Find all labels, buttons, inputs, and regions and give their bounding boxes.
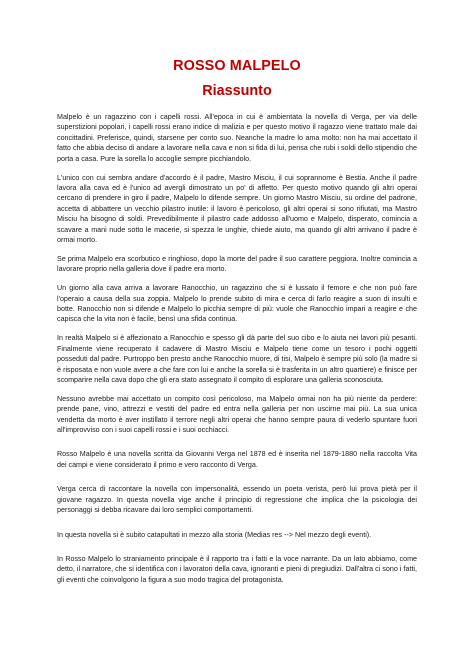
paragraph: Malpelo è un ragazzino con i capelli rossi. All'epoca in cui è ambientata la novella di Verga, per via delle superstizioni popolari, i capelli rossi erano indice di malizia e per questo motivo il ragazzo viene trattato male dai concittadini. Preferisce, quindi, starsene per conto suo. Neanche la madre lo ama molto: non ha mai accettato il fatto che abbia deciso di andare a lavorare nella cava e non si fida di lui, pensa che rubi i soldi dello stipendio che porta a casa. Pure la sorella lo accoglie sempre picchiandolo. bbox=[57, 113, 417, 163]
paragraph: Se prima Malpelo era scorbutico e ringhioso, dopo la morte del padre il suo carattere peggiora. Inoltre comincia a lavorare proprio nella galleria dove il padre era morto. bbox=[57, 254, 417, 274]
paragraph: L'unico con cui sembra andare d'accordo è il padre, Mastro Misciu, il cui soprannome è Bestia. Anche il padre lavora alla cava ed è l'unico ad avergli dimostrato un po' di affetto. Per questo motivo quando gli altri operai cercano di prendere in giro il padre, Malpelo lo difende sempre. Un giorno Mastro Misciu, su ordine del padrone, accetta di abbattere un vecchio pilastro inutile: il lavoro è pericoloso, gli altri operai si sono rifiutati, ma Mastro Misciu ha bisogno di soldi. Prevedibilmente il pilastro cade addosso all'uomo e Malpelo, disperato, comincia a scavare a mani nude sotto le macerie, si spezza le unghie, chiede aiuto, ma quando gli altri arrivano il padre è ormai morto. bbox=[57, 173, 417, 244]
paragraph: Un giorno alla cava arriva a lavorare Ranocchio, un ragazzino che si è lussato il femore e che non può fare l'operaio a causa della sua zoppia. Malpelo lo prende subito di mira e cerca di farlo reagire a suon di insulti e botte. Ranocchio non si difende e Malpelo lo picchia sempre di più: vuole che Ranocchio impari a reagire e che capisca che la vita non è facile, bensì una sfida continua. bbox=[57, 284, 417, 324]
document-subtitle: Riassunto bbox=[202, 83, 272, 99]
paragraph: In Rosso Malpelo lo straniamento principale è il rapporto tra i fatti e la voce narrante. Da un lato abbiamo, come detto, il narratore, che si identifica con i lavoratori della cava, ignoranti e pieni di pregiudizi. Dall'altra ci sono i fatti, gli eventi che coinvolgono la figura a suo modo tragica del protagonista. bbox=[57, 554, 417, 584]
paragraph: Nessuno avrebbe mai accettato un compito così pericoloso, ma Malpelo ormai non ha più niente da perdere: prende pane, vino, attrezzi e vestiti del padre ed entra nella galleria per non uscirne mai più. La sua unica vendetta da morto è aver instillato il terrore negli altri operai che hanno sempre paura di vederlo spuntare fuori all'improvviso con i suoi capelli rossi e i suoi occhiacci. bbox=[57, 394, 417, 435]
document-title: ROSSO MALPELO bbox=[173, 58, 301, 74]
paragraph: Verga cerca di raccontare la novella con impersonalità, essendo un poeta verista, però lui prova pietà per il giovane ragazzo. In questa novella vige anche il principio di regressione che implica che la psicologia dei personaggi si debba ricavare dai loro semplici comportamenti. bbox=[57, 485, 417, 515]
paragraph: In questa novella si è subito catapultati in mezzo alla storia (Medias res --> Nel mezzo degli eventi). bbox=[57, 530, 372, 539]
paragraph: In realtà Malpelo si è affezionato a Ranocchio e spesso gli dà parte del suo cibo e lo aiuta nei lavori più pesanti. Finalmente viene recuperato il cadavere di Mastro Misciu e Malpelo tiene come un tesoro i pochi oggetti posseduti dal padre. Purtroppo ben presto anche Ranocchio muore, di tisi, Malpelo è sempre più solo (la madre si è risposata e non vuole avere a che fare con lui e anche la sorella si è trasferita in un altro quartiere) e finisce per scomparire nella cava dopo che gli era stato assegnato il compito di esplorare una galleria sconosciuta. bbox=[57, 334, 417, 384]
paragraph: Rosso Malpelo è una novella scritta da Giovanni Verga nel 1878 ed è inserita nel 1879-1880 nella raccolta Vita dei campi e viene considerato il primo e vero racconto di Verga. bbox=[57, 450, 417, 469]
